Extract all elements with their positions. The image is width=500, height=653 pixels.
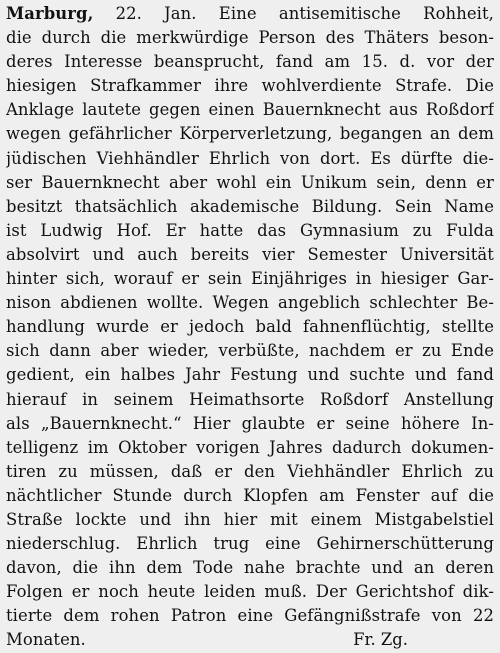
- article-line: ist Ludwig Hof. Er hatte das Gymnasium zu Fulda: [6, 220, 494, 240]
- article-line: deres Interesse beansprucht, fand am 15. d. vor der: [6, 52, 494, 72]
- article-line: tiren zu müssen, daß er den Viehhändler Ehrlich zu: [6, 461, 494, 481]
- article-line: wegen gefährlicher Körperverletzung, begangen an dem: [6, 124, 494, 144]
- article-line: gedient, ein halbes Jahr Festung und suchte und fand: [6, 365, 494, 385]
- article-line: handlung wurde er jedoch bald fahnenflüchtig, stellte: [6, 317, 494, 337]
- article-line: Folgen er noch heute leiden muß. Der Gerichtshof dik-: [6, 582, 494, 602]
- dateline-place: Marburg,: [6, 4, 94, 23]
- article-line: hierauf in seinem Heimathsorte Roßdorf Anstellung: [6, 389, 494, 409]
- article-line: als „Bauernknecht.“ Hier glaubte er seine höhere In-: [6, 413, 494, 433]
- article-line: Straße lockte und ihn hier mit einem Mistgabelstiel: [6, 509, 494, 529]
- article-line: hiesigen Strafkammer ihre wohlverdiente Strafe. Die: [6, 76, 494, 96]
- article-line: telligenz im Oktober vorigen Jahres dadurch dokumen-: [6, 437, 494, 457]
- article-line: ser Bauernknecht aber wohl ein Unikum sein, denn er: [6, 172, 494, 192]
- dateline-text: 22. Jan. Eine antisemitische Rohheit,: [93, 4, 494, 23]
- article-line: absolvirt und auch bereits vier Semester Universität: [6, 244, 494, 264]
- article-line: niederschlug. Ehrlich trug eine Gehirnerschütterung: [6, 534, 494, 554]
- article-line: Monaten.: [6, 630, 86, 650]
- author-signature: Fr. Zg.: [353, 630, 408, 650]
- article-line: sich dann aber wieder, verbüßte, nachdem er zu Ende: [6, 341, 494, 361]
- dateline-line: [6, 2, 494, 26]
- article-line: Anklage lautete gegen einen Bauernknecht aus Roßdorf: [6, 100, 494, 120]
- article-line: davon, die ihn dem Tode nahe brachte und an deren: [6, 558, 494, 578]
- article-line: die durch die merkwürdige Person des Thäters beson-: [6, 28, 494, 48]
- article-line: hinter sich, worauf er sein Einjähriges in hiesiger Gar-: [6, 269, 494, 289]
- article-line: nächtlicher Stunde durch Klopfen am Fenster auf die: [6, 485, 494, 505]
- article-line: nison abdienen wollte. Wegen angeblich schlechter Be-: [6, 293, 494, 313]
- article-line: jüdischen Viehhändler Ehrlich von dort. Es dürfte die-: [6, 148, 494, 168]
- article-line: besitzt thatsächlich akademische Bildung. Sein Name: [6, 196, 494, 216]
- article-line: tierte dem rohen Patron eine Gefängnißstrafe von 22: [6, 606, 494, 626]
